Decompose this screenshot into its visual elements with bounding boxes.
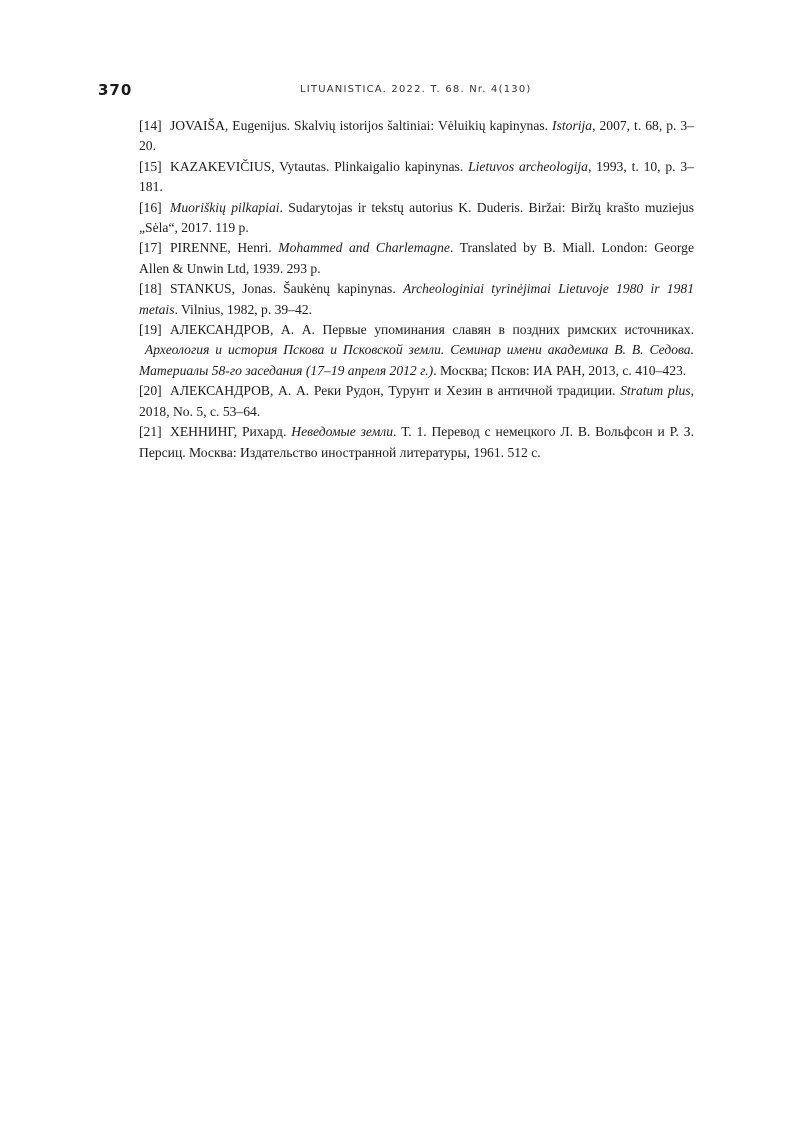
reference-number: [17] <box>139 240 162 256</box>
reference-number: [16] <box>139 199 162 215</box>
reference-item <box>139 198 694 239</box>
reference-details: , 2007, t. 68, p. 3–20. <box>139 118 694 154</box>
reference-item <box>139 422 694 463</box>
reference-details: , 2018, No. 5, с. 53–64. <box>139 383 694 419</box>
reference-details: . Т. 1. Перевод с немецкого Л. В. Вольфсон и Р. З. Персиц. Москва: Издательство иностранной литературы, 1961. 512 с. <box>139 424 694 460</box>
reference-text: ХЕННИНГ, Рихард. <box>170 424 287 440</box>
reference-text: KAZAKEVIČIUS, Vytautas. Plinkaigalio kapinynas. <box>170 158 464 174</box>
reference-title: Stratum plus <box>620 383 691 399</box>
reference-title: Muoriškių pilkapiai <box>170 199 280 215</box>
reference-item <box>139 279 694 320</box>
reference-item <box>139 116 694 157</box>
reference-list <box>139 116 694 463</box>
reference-text: PIRENNE, Henri. <box>170 240 272 256</box>
reference-title: Неведомые земли <box>291 424 394 440</box>
reference-title: Археология и история Пскова и Псковской земли. Семинар имени академика В. В. Седова. Материалы 58-го заседания (17–19 апреля 2012 г.) <box>139 342 694 378</box>
reference-title: Istorija <box>552 118 593 133</box>
reference-item <box>139 381 694 422</box>
reference-text: АЛЕКСАНДРОВ, А. А. Первые упоминания славян в поздних римских источниках. <box>170 322 694 338</box>
reference-item <box>139 320 694 381</box>
reference-item <box>139 157 694 198</box>
reference-item <box>139 238 694 279</box>
reference-details: . Vilnius, 1982, p. 39–42. <box>174 301 313 317</box>
reference-number: [19] <box>139 322 162 338</box>
running-header: LITUANISTICA. 2022. T. 68. Nr. 4(130) <box>300 84 532 95</box>
reference-number: [14] <box>139 118 162 133</box>
reference-title: Archeologiniai tyrinėjimai Lietuvoje 1980 ir 1981 metais <box>139 281 694 317</box>
reference-text: STANKUS, Jonas. Šaukėnų kapinynas. <box>170 281 396 297</box>
reference-details: . Москва; Псков: ИА РАН, 2013, с. 410–423. <box>433 362 687 378</box>
reference-number: [18] <box>139 281 162 297</box>
reference-number: [15] <box>139 158 162 174</box>
reference-title: Mohammed and Charlemagne <box>278 240 450 256</box>
reference-details: , 1993, t. 10, p. 3–181. <box>139 158 694 195</box>
reference-number: [21] <box>139 424 162 440</box>
reference-title: Lietuvos archeologija <box>468 158 588 174</box>
reference-number: [20] <box>139 383 162 399</box>
reference-details: . Sudarytojas ir tekstų autorius K. Duderis. Biržai: Biržų krašto muziejus „Sėla“, 2017. 119 p. <box>139 199 695 236</box>
reference-text: JOVAIŠA, Eugenijus. Skalvių istorijos šaltiniai: Vėluikių kapinynas. <box>170 118 549 133</box>
reference-details: . Translated by B. Miall. London: George Allen & Unwin Ltd, 1939. 293 p. <box>139 240 695 276</box>
page-number: 370 <box>98 81 133 99</box>
reference-text: АЛЕКСАНДРОВ, А. А. Реки Рудон, Турунт и Хезин в античной традиции. <box>170 383 616 399</box>
